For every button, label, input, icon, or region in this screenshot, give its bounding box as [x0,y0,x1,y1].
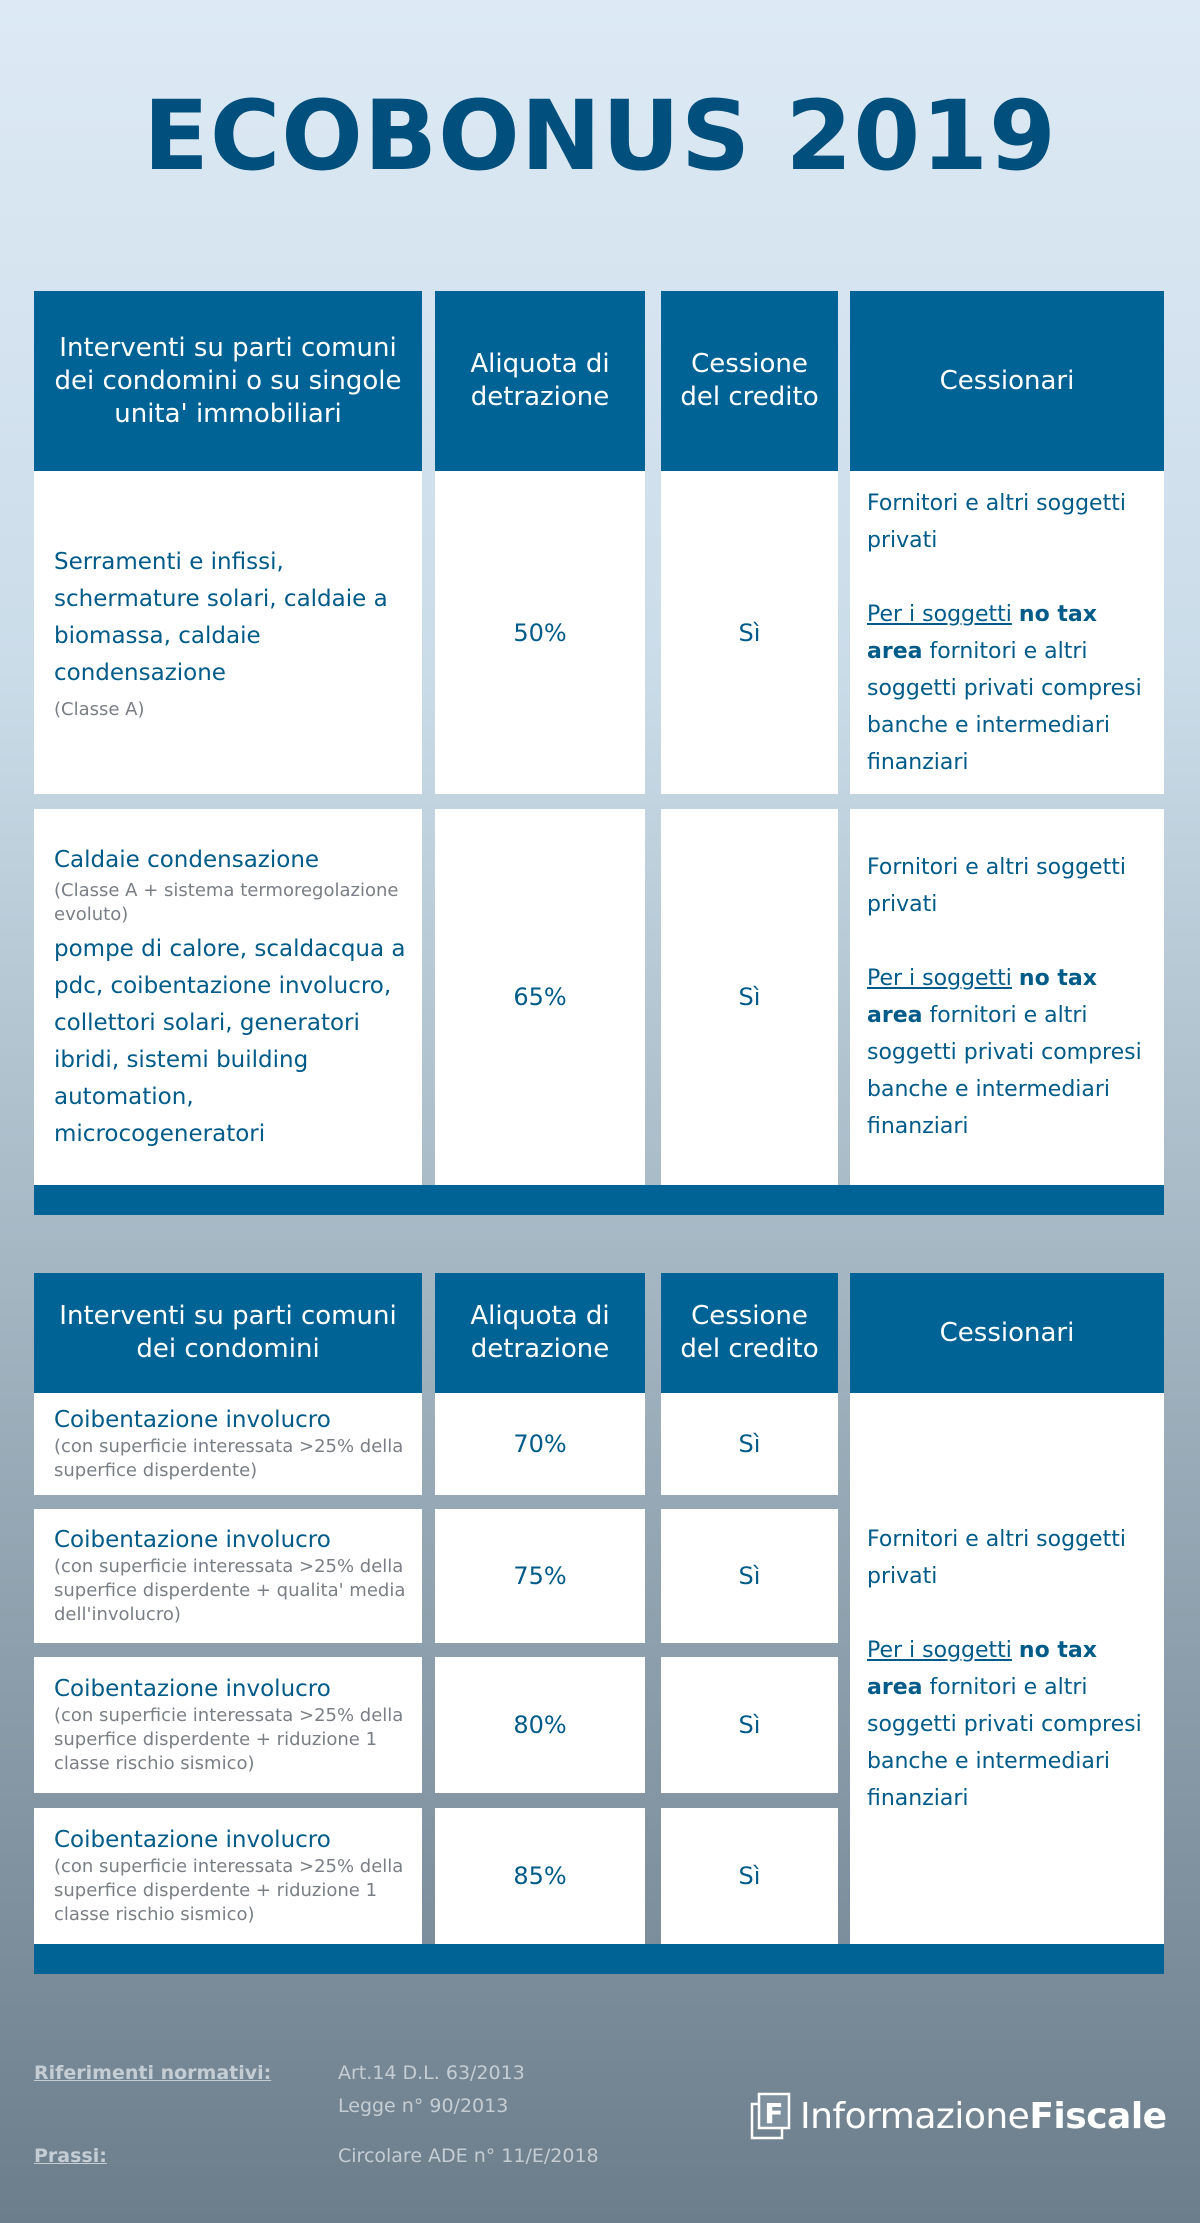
prassi-label: Prassi: [34,2145,107,2167]
cessionari-bold: no tax area [867,966,1097,1028]
t2-row2-cessione: Sì [661,1509,838,1643]
t2-row1-interventi-main: Coibentazione involucro [54,1406,331,1433]
cessionari-rest: fornitori e altri soggetti privati compresi banche e intermediari finanziari [867,638,1142,775]
cessionari-rest: fornitori e altri soggetti privati compresi banche e intermediari finanziari [867,1003,1142,1139]
t1-header-aliquota: Aliquota di detrazione [435,291,645,471]
t1-header-cessione: Cessione del credito [661,291,838,471]
t1-row2-interventi-lead: Caldaie condensazione [54,846,320,873]
cessionari-notax [867,960,1154,1145]
prassi-value: Circolare ADE n° 11/E/2018 [338,2145,599,2167]
t1-row2-interventi [34,809,422,1185]
t2-row4-interventi-note: (con superficie interessata >25% della superfice disperdente + riduzione 1 classe rischio sismico) [54,1855,404,1925]
t1-row1-aliquota: 50% [435,471,645,794]
logo-mark-letter: F [764,2097,784,2130]
t2-row2-aliquota: 75% [435,1509,645,1643]
t1-row1-interventi-main: Serramenti e infissi, schermature solari, caldaie a biomassa, caldaie condensazione [54,548,388,686]
riferimenti-values [338,2057,525,2123]
t1-row2-interventi-main: pompe di calore, scaldacqua a pdc, coibentazione involucro, collettori solari, generatori ibridi, sistemi building automation, microcogeneratori [54,935,406,1147]
t1-bottom-bar [34,1185,1164,1215]
riferimenti-2: Legge n° 90/2013 [338,2095,509,2117]
t1-row1-interventi-note: (Classe A) [54,698,145,720]
t2-header-interventi: Interventi su parti comuni dei condomini [34,1273,422,1393]
t2-row1-aliquota: 70% [435,1393,645,1495]
t2-row3-cessione: Sì [661,1657,838,1793]
t1-row2-aliquota: 65% [435,809,645,1185]
t2-header-aliquota: Aliquota di detrazione [435,1273,645,1393]
t2-row1-interventi [34,1393,422,1495]
t1-header-interventi: Interventi su parti comuni dei condomini o su singole unita' immobiliari [34,291,422,471]
cessionari-notax [867,1632,1154,1817]
t2-bottom-bar [34,1944,1164,1974]
logo-f-icon [748,2092,792,2140]
riferimenti-1: Art.14 D.L. 63/2013 [338,2062,525,2084]
t2-row2-interventi-note: (con superficie interessata >25% della superfice disperdente + qualita' media dell'involucro) [54,1555,406,1625]
t1-row1-cessionari [850,471,1164,794]
logo-text-part2: Fiscale [1029,2095,1167,2137]
t2-row2-interventi [34,1509,422,1643]
cessionari-underlined: Per i soggetti [867,1637,1012,1663]
logo [748,2088,1168,2144]
t2-row2-interventi-main: Coibentazione involucro [54,1526,331,1553]
logo-text-part1: Informazione [800,2095,1030,2137]
t2-row4-interventi [34,1808,422,1944]
t1-row2-interventi-note: (Classe A + sistema termoregolazione evoluto) [54,879,399,925]
t1-row2-cessione: Sì [661,809,838,1185]
cessionari-underlined: Per i soggetti [867,601,1012,627]
riferimenti-label: Riferimenti normativi: [34,2062,272,2084]
cessionari-bold: no tax area [867,601,1097,664]
t2-row1-interventi-note: (con superficie interessata >25% della superfice disperdente) [54,1435,404,1481]
t1-row1-interventi [34,471,422,794]
t2-row3-aliquota: 80% [435,1657,645,1793]
page-title: ECOBONUS 2019 [143,80,1057,192]
t2-cessionari [850,1393,1164,1944]
cessionari-rest: fornitori e altri soggetti privati compresi banche e intermediari finanziari [867,1674,1142,1811]
t2-row1-cessione: Sì [661,1393,838,1495]
t2-row3-interventi [34,1657,422,1793]
cessionari-line1: Fornitori e altri soggetti privati [867,1526,1126,1589]
cessionari-line1: Fornitori e altri soggetti privati [867,490,1126,553]
t2-row4-aliquota: 85% [435,1808,645,1944]
t1-row2-cessionari [850,809,1164,1185]
t1-row1-cessione: Sì [661,471,838,794]
t1-header-cessionari: Cessionari [850,291,1164,471]
t2-row4-interventi-main: Coibentazione involucro [54,1826,331,1853]
t2-row3-interventi-main: Coibentazione involucro [54,1675,331,1702]
cessionari-underlined: Per i soggetti [867,966,1012,991]
t2-row3-interventi-note: (con superficie interessata >25% della superfice disperdente + riduzione 1 classe rischio sismico) [54,1704,404,1774]
cessionari-bold: no tax area [867,1637,1097,1700]
t2-header-cessione: Cessione del credito [661,1273,838,1393]
t2-row4-cessione: Sì [661,1808,838,1944]
cessionari-notax [867,596,1154,781]
logo-text [800,2096,1167,2137]
t2-header-cessionari: Cessionari [850,1273,1164,1393]
cessionari-line1: Fornitori e altri soggetti privati [867,855,1126,917]
